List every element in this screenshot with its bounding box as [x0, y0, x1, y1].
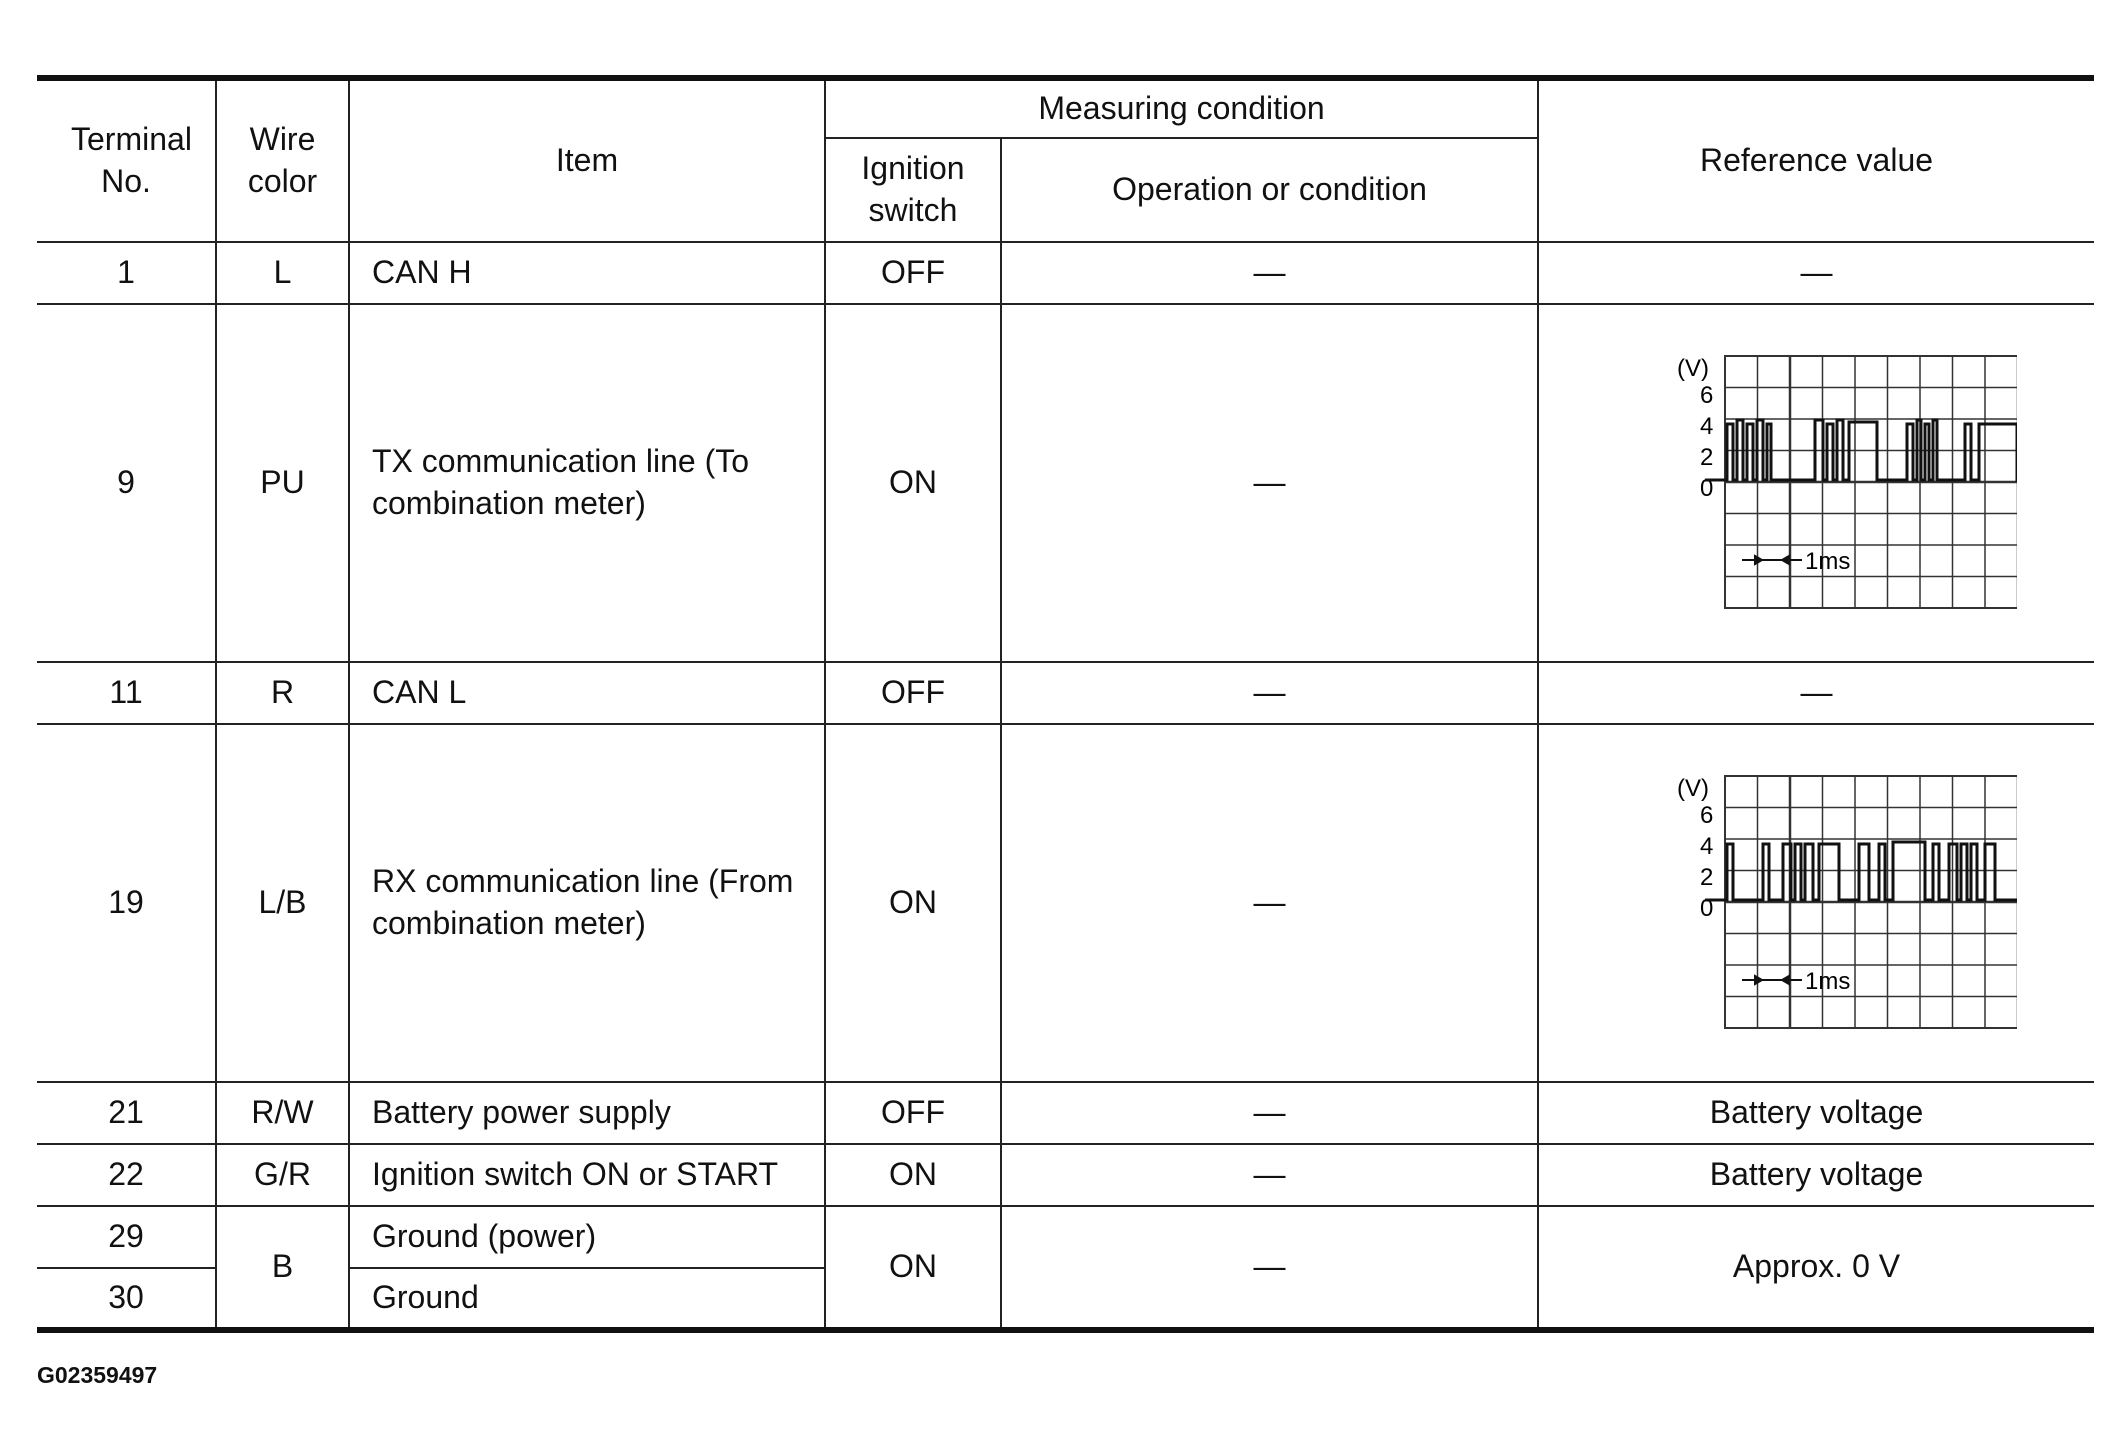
wire-color-cell: B: [216, 1206, 349, 1330]
scope-grid: [1725, 776, 2017, 1028]
item-cell: Ignition switch ON or START: [349, 1144, 825, 1206]
operation-cell: —: [1001, 1206, 1538, 1330]
ignition-cell: ON: [825, 1206, 1001, 1330]
item-cell: Ground (power): [349, 1206, 825, 1268]
scope-tick-0: 0: [1699, 475, 1713, 502]
scope-unit-label: (V): [1676, 775, 1709, 802]
table-row: [37, 242, 2094, 304]
ignition-cell: OFF: [825, 1082, 1001, 1144]
header-terminal-no: Terminal No.: [37, 78, 216, 242]
wire-color-cell: R/W: [216, 1082, 349, 1144]
scope-tick-4: 4: [1699, 413, 1713, 440]
wire-color-cell: PU: [216, 304, 349, 662]
item-cell: Ground: [349, 1268, 825, 1330]
terminal-cell: 21: [37, 1082, 216, 1144]
operation-cell: —: [1001, 304, 1538, 662]
scope-tick-2: 2: [1699, 864, 1713, 891]
table-row: [37, 724, 2094, 1082]
time-scale-indicator: [1742, 556, 1802, 564]
tx-waveform-oscilloscope: [1617, 348, 2017, 618]
table-row: [37, 1144, 2094, 1206]
time-scale-label: 1ms: [1804, 548, 1850, 575]
item-cell: CAN L: [349, 662, 825, 724]
item-cell: Battery power supply: [349, 1082, 825, 1144]
operation-cell: —: [1001, 1144, 1538, 1206]
wire-color-cell: L: [216, 242, 349, 304]
header-measuring-condition: Measuring condition: [825, 78, 1538, 138]
reference-cell: Battery voltage: [1538, 1144, 2094, 1206]
terminal-cell: 9: [37, 304, 216, 662]
table-row: [37, 304, 2094, 662]
header-operation-or-condition: Operation or condition: [1001, 138, 1538, 242]
header-row: [37, 78, 2094, 138]
reference-cell: —: [1538, 662, 2094, 724]
terminal-cell: 22: [37, 1144, 216, 1206]
item-cell: CAN H: [349, 242, 825, 304]
header-ignition-switch: Ignition switch: [825, 138, 1001, 242]
terminal-reference-table: [37, 75, 2094, 1333]
time-scale-indicator: [1742, 976, 1802, 984]
figure-code: G02359497: [37, 1362, 158, 1388]
wire-color-cell: L/B: [216, 724, 349, 1082]
terminal-cell: 30: [37, 1268, 216, 1330]
reference-cell: Approx. 0 V: [1538, 1206, 2094, 1330]
reference-cell: —: [1538, 242, 2094, 304]
ignition-cell: ON: [825, 1144, 1001, 1206]
ignition-cell: ON: [825, 724, 1001, 1082]
ignition-cell: OFF: [825, 242, 1001, 304]
time-scale-label: 1ms: [1804, 968, 1850, 995]
operation-cell: —: [1001, 1082, 1538, 1144]
reference-cell: Battery voltage: [1538, 1082, 2094, 1144]
header-wire-color: Wire color: [216, 78, 349, 242]
scope-unit-label: (V): [1676, 355, 1709, 382]
scope-grid: [1725, 356, 2017, 608]
reference-cell: [1538, 304, 2094, 662]
operation-cell: —: [1001, 662, 1538, 724]
header-item: Item: [349, 78, 825, 242]
wire-color-cell: G/R: [216, 1144, 349, 1206]
ignition-cell: OFF: [825, 662, 1001, 724]
ignition-cell: ON: [825, 304, 1001, 662]
operation-cell: —: [1001, 242, 1538, 304]
operation-cell: —: [1001, 724, 1538, 1082]
scope-tick-2: 2: [1699, 444, 1713, 471]
wire-color-cell: R: [216, 662, 349, 724]
header-reference-value: Reference value: [1538, 78, 2094, 242]
reference-cell: [1538, 724, 2094, 1082]
scope-tick-6: 6: [1699, 802, 1713, 829]
scope-tick-6: 6: [1699, 382, 1713, 409]
terminal-cell: 11: [37, 662, 216, 724]
terminal-cell: 29: [37, 1206, 216, 1268]
table-row: [37, 1082, 2094, 1144]
scope-tick-0: 0: [1699, 895, 1713, 922]
rx-waveform-oscilloscope: [1617, 768, 2017, 1038]
terminal-cell: 19: [37, 724, 216, 1082]
item-cell: TX communication line (To combination meter): [349, 304, 825, 662]
terminal-cell: 1: [37, 242, 216, 304]
table-row: [37, 1206, 2094, 1268]
item-cell: RX communication line (From combination meter): [349, 724, 825, 1082]
scope-tick-4: 4: [1699, 833, 1713, 860]
table-row: [37, 662, 2094, 724]
